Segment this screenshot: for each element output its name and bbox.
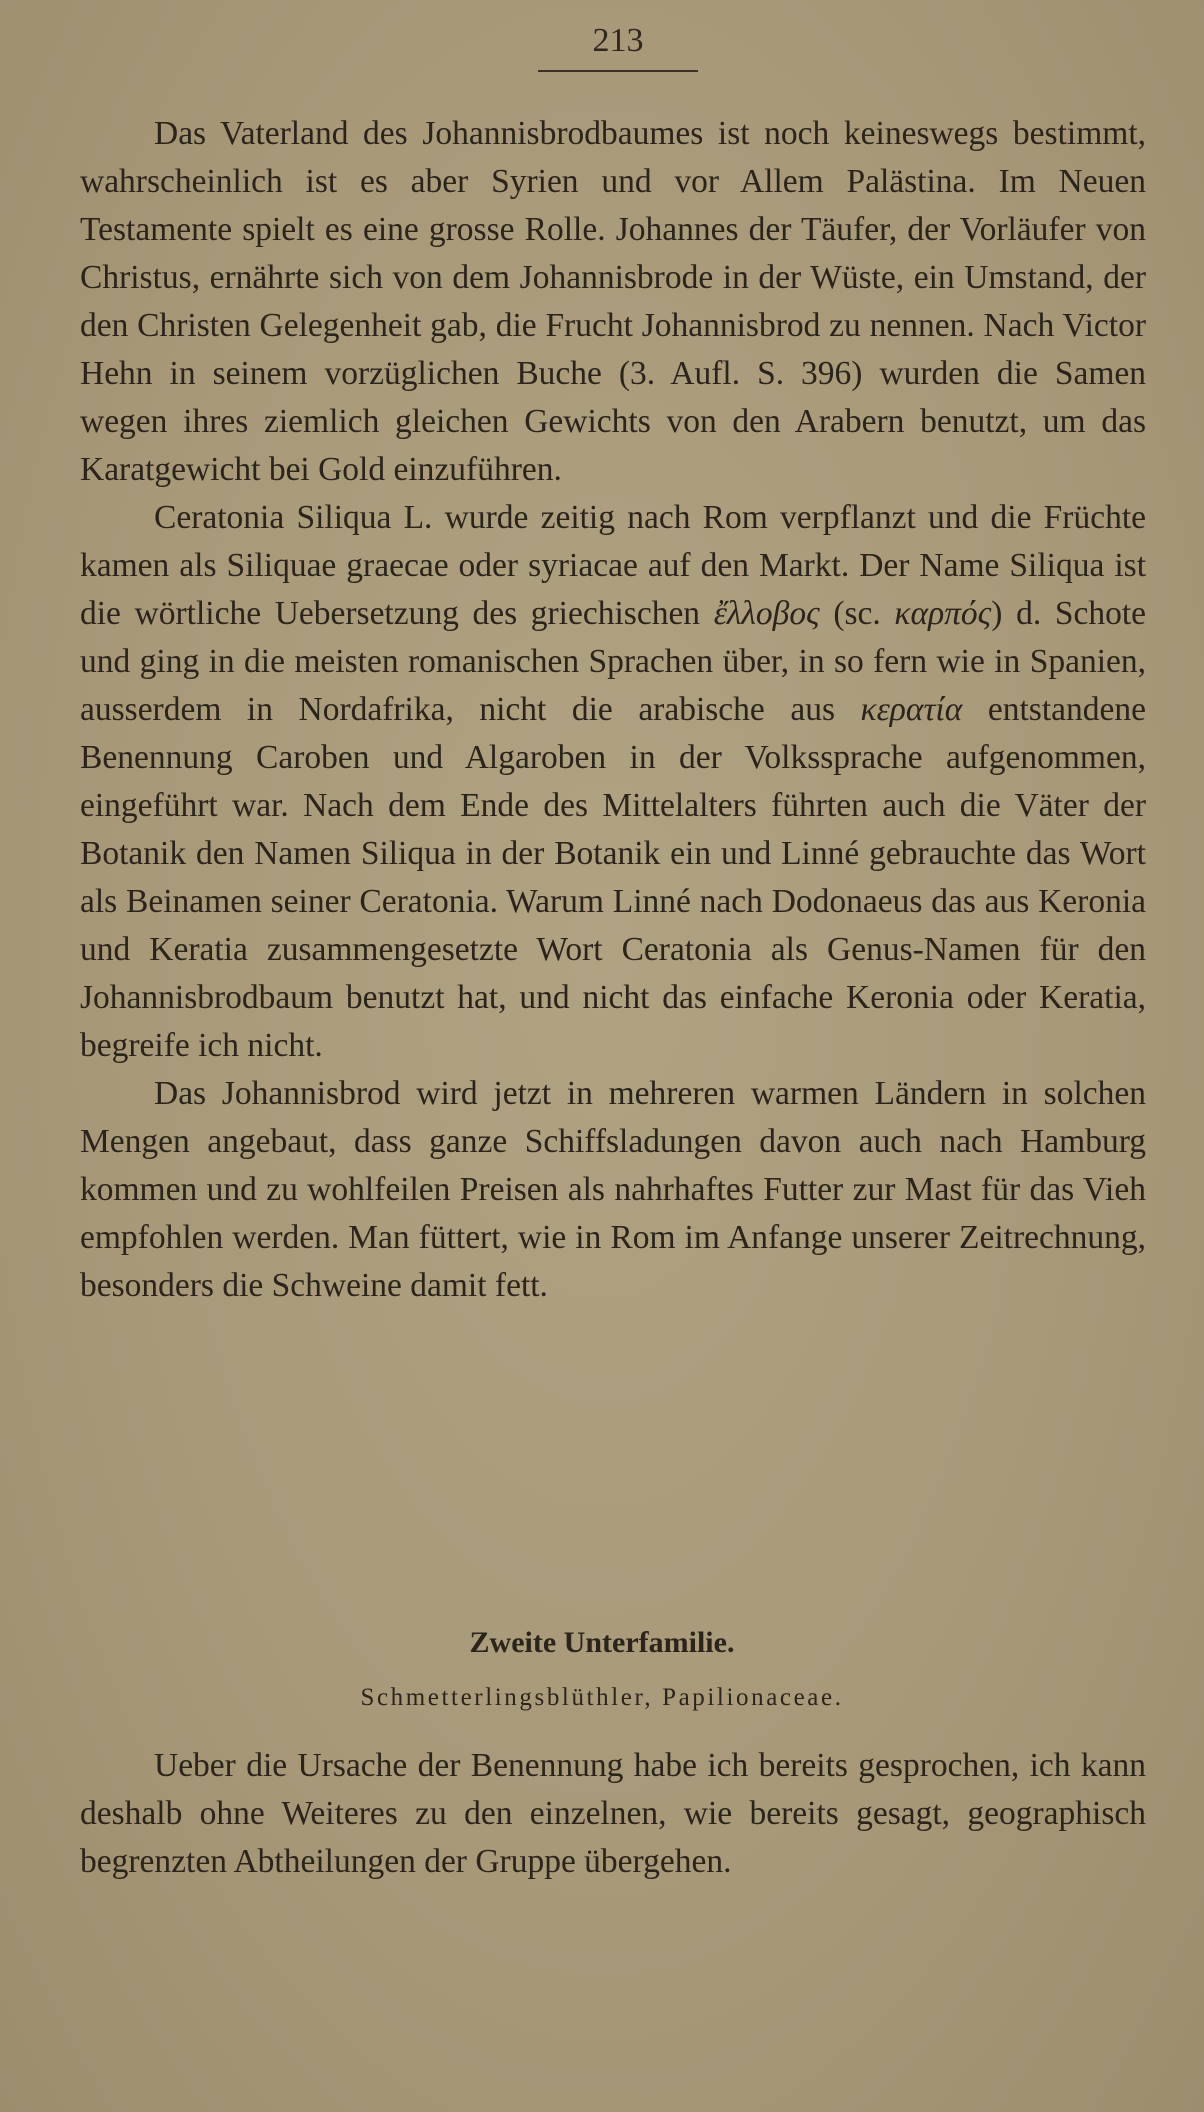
- page-number-rule: [538, 70, 698, 72]
- paragraph-ceratonia-part-3: ) d. Schote und ging in die meisten romanischen Sprachen über, in so fern wie in Spanien, ausserdem in Nordafrika, nicht die arabische aus: [80, 595, 1146, 728]
- section-heading: Zweite Unterfamilie.: [469, 1626, 735, 1659]
- paragraph-ceratonia-part-1: Ceratonia Siliqua L. wurde zeitig nach Rom verpflanzt und die Früchte kamen als Siliquae graecae oder syriacae auf den Markt. Der Name Siliqua ist die wörtliche Uebersetzung des griechischen: [80, 499, 1146, 632]
- greek-word-karpos: καρπός: [894, 595, 992, 632]
- section-subheading: Schmetterlingsblüthler, Papilionaceae.: [360, 1684, 844, 1711]
- paragraph-papilionaceae: Ueber die Ursache der Benennung habe ich bereits gesprochen, ich kann deshalb ohne Weiteres zu den einzelnen, wie bereits gesagt, geographisch begrenzten Abtheilungen der Gruppe übergehen.: [80, 1747, 1146, 1880]
- greek-word-keratia: κερατία: [860, 691, 963, 728]
- greek-word-ellobos: ἔλλοβος: [713, 595, 820, 632]
- section-text-block: [80, 1742, 1146, 1886]
- paragraph-ceratonia-part-2: (sc.: [819, 595, 895, 632]
- paragraph-ceratonia-part-4: entstandene Benennung Caroben und Algaroben in der Volkssprache aufgenommen, eingeführt war. Nach dem Ende des Mittelalters führten auch die Väter der Botanik den Namen Siliqua in der Botanik ein und Linné gebrauchte das Wort als Beinamen seiner Ceratonia. Warum Linné nach Dodonaeus das aus Keronia und Keratia zusammengesetzte Wort Ceratonia als Genus-Namen für den Johannisbrodbaum benutzt hat, und nicht das einfache Keronia oder Keratia, begreife ich nicht.: [80, 691, 1146, 1064]
- paragraph-ceratonia: [80, 494, 1146, 1070]
- main-text-block: [80, 110, 1146, 1310]
- page-number: 213: [592, 22, 644, 59]
- paragraph-homeland: Das Vaterland des Johannisbrodbaumes ist noch keineswegs bestimmt, wahrscheinlich ist es aber Syrien und vor Allem Palästina. Im Neuen Testamente spielt es eine grosse Rolle. Johannes der Täufer, der Vorläufer von Christus, ernährte sich von dem Johannisbrode in der Wüste, ein Umstand, der den Christen Gelegenheit gab, die Frucht Johannisbrod zu nennen. Nach Victor Hehn in seinem vorzüglichen Buche (3. Aufl. S. 396) wurden die Samen wegen ihres ziemlich gleichen Gewichts von den Arabern benutzt, um das Karatgewicht bei Gold einzuführen.: [80, 115, 1146, 488]
- paragraph-cultivation: Das Johannisbrod wird jetzt in mehreren warmen Ländern in solchen Mengen angebaut, dass ganze Schiffsladungen davon auch nach Hamburg kommen und zu wohlfeilen Preisen als nahrhaftes Futter zur Mast für das Vieh empfohlen werden. Man füttert, wie in Rom im Anfange unserer Zeitrechnung, besonders die Schweine damit fett.: [80, 1075, 1146, 1304]
